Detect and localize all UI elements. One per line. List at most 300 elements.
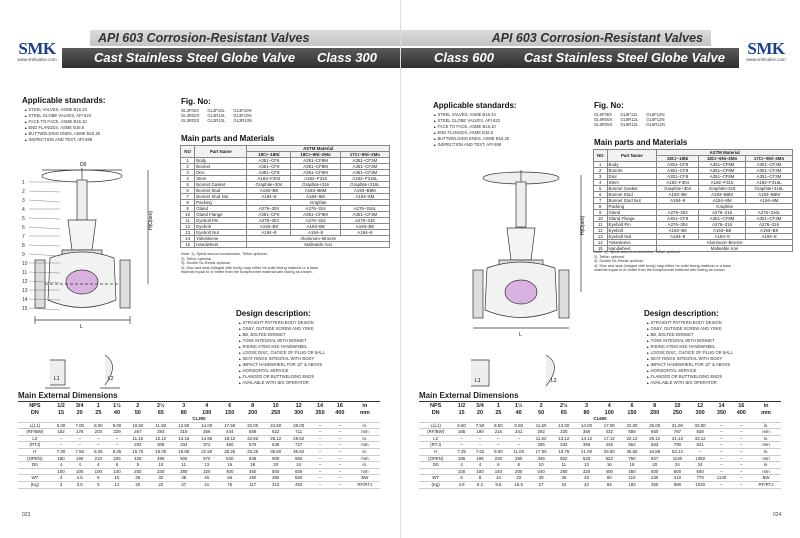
- table-row: [18, 422, 380, 429]
- dim-cell: 31.12: [666, 435, 689, 442]
- dim-cell: in.: [751, 462, 781, 469]
- material: A351–CF8: [247, 212, 291, 218]
- logo-url: www.smkvalve.com: [746, 57, 786, 62]
- dim-cell: 13: [575, 462, 598, 469]
- dim-cell: –: [712, 448, 732, 455]
- material: A276–316: [699, 210, 746, 216]
- dim-cell: –: [732, 435, 752, 442]
- dim-cell: 21.00: [575, 448, 598, 455]
- part-name: Packing: [195, 200, 247, 206]
- dim-cell: 4: [70, 462, 89, 469]
- dim-cell: 400: [598, 468, 621, 475]
- part-callout: 7: [22, 234, 25, 240]
- part-name: Handwheel: [195, 242, 247, 248]
- dim-cell: –: [489, 435, 507, 442]
- dim-cell: 17.12: [598, 435, 621, 442]
- dim-cell: 559: [621, 429, 644, 436]
- material: A351–CF3M: [340, 212, 389, 218]
- dim-cell: 450: [621, 468, 644, 475]
- dim-cell: 240: [149, 468, 172, 475]
- dim-cell: 500: [264, 468, 287, 475]
- material: Graphite+316L: [746, 186, 793, 192]
- material: A351–CF8: [247, 170, 291, 176]
- dim-cell: 11.62: [530, 435, 553, 442]
- material: A351–CF3M: [340, 164, 389, 170]
- material: A194–8M: [291, 194, 340, 200]
- dim-cell: 435: [598, 442, 621, 449]
- part-no: 15: [594, 246, 608, 252]
- callout-line: [29, 218, 60, 219]
- dim-cell: 308: [149, 442, 172, 449]
- dn-value: 15: [458, 409, 465, 416]
- dim-cell: 13.12: [552, 435, 575, 442]
- part-no: 6: [594, 192, 608, 198]
- dim-cell: 15: [108, 475, 127, 482]
- dn-value: 350: [315, 409, 325, 416]
- design-item: ▲ YOKE INTEGRAL WITH BONNET: [238, 338, 325, 344]
- dim-cell: –: [310, 462, 330, 469]
- dim-cell: 84: [598, 481, 621, 488]
- class-label: CL600: [419, 416, 781, 422]
- dim-cell: 8.25: [89, 448, 108, 455]
- table-row: [419, 475, 781, 482]
- design-item: ▲ SEAT RINGS INTEGRAL WITH BODY: [646, 356, 733, 362]
- dim-cell: 12.12: [149, 435, 172, 442]
- material: A276–316: [746, 222, 793, 228]
- fig-number: GL3F10N: [233, 108, 252, 113]
- nps-value: 8: [653, 403, 657, 409]
- nps-value: 16: [336, 403, 343, 409]
- part-name: Handwheel: [607, 246, 657, 252]
- dim-cell: –: [732, 422, 752, 429]
- dim-cell: 11.50: [530, 422, 553, 429]
- material: A193–B8: [291, 224, 340, 230]
- note-line: 2). Teflon optional.: [594, 254, 625, 259]
- part-callout: 13: [22, 288, 28, 294]
- material: A193–B8: [247, 188, 291, 194]
- material: A351–CF8M: [291, 158, 340, 164]
- dim-cell: –: [310, 468, 330, 475]
- dim-cell: 280: [172, 468, 195, 475]
- material: A276–316: [699, 222, 746, 228]
- dim-cell: RF/RTJ: [350, 481, 380, 488]
- material: A351–CF8: [247, 164, 291, 170]
- dim-cell: 28.62: [287, 435, 310, 442]
- dim-cell: in.: [350, 435, 380, 442]
- part-no: 1: [594, 162, 608, 168]
- dim-cell: 280: [552, 468, 575, 475]
- material: A351–CF3M: [746, 168, 793, 174]
- dim-cell: 1350: [689, 455, 712, 462]
- dim-cell: 34: [552, 481, 575, 488]
- dim-cell: 330: [552, 429, 575, 436]
- material: A194–8: [291, 230, 340, 236]
- dim-cell: –: [310, 481, 330, 488]
- logo-text: SMK: [18, 39, 56, 58]
- nps-value: 14: [718, 403, 725, 409]
- dim-cell: 432: [598, 429, 621, 436]
- nps-value: 3: [182, 403, 186, 409]
- dim-cell: 230: [643, 475, 666, 482]
- part-name: Bonnet Gasket: [607, 186, 657, 192]
- part-no: 14: [181, 236, 195, 242]
- dim-cell: 241: [508, 429, 530, 436]
- dim-cell: 9.50: [508, 422, 530, 429]
- part-callout: 12: [22, 279, 28, 285]
- part-name: Disc: [607, 174, 657, 180]
- material: A182–F304: [657, 180, 699, 186]
- fig-number: GL3R02X: [181, 113, 200, 118]
- nps-value: 10: [272, 403, 279, 409]
- material: A182–F316L: [746, 180, 793, 186]
- fig-number: GL6R05X: [594, 122, 613, 127]
- part-name: Bonnet Stud: [607, 192, 657, 198]
- dim-cell: 18.12: [218, 435, 241, 442]
- material: A351–CF8: [657, 216, 699, 222]
- material: A351–CF8: [657, 174, 699, 180]
- dim-cell: 27: [172, 481, 195, 488]
- material: A194–8M: [340, 194, 389, 200]
- dim-cell: –: [489, 442, 507, 449]
- dn-value: 100: [202, 409, 212, 416]
- dim-cell: 380: [264, 475, 287, 482]
- standard-item: ▲ FACE TO FACE, ASME B16.10: [24, 119, 100, 125]
- fig-number: GL6F05X: [594, 112, 612, 117]
- part-no: 13: [181, 230, 195, 236]
- dim-cell: mm: [350, 442, 380, 449]
- dn-value: 20: [76, 409, 83, 416]
- unit-mm: mm: [761, 409, 771, 416]
- dim-cell: 31.00: [666, 422, 689, 429]
- logo-url: www.smkvalve.com: [17, 57, 57, 62]
- dim-cell: WT: [419, 475, 452, 482]
- product-subtitle: [401, 48, 739, 68]
- dim-cell: (RTJ): [18, 442, 52, 449]
- material: A276–316L: [340, 206, 389, 212]
- dim-cell: 7.62: [471, 448, 489, 455]
- dim-cell: 25.25: [218, 448, 241, 455]
- part-no: 3: [594, 174, 608, 180]
- dim-cell: –: [712, 435, 732, 442]
- dim-cell: 4: [452, 462, 470, 469]
- table-row: [18, 429, 380, 436]
- dim-cell: L(L1): [18, 422, 52, 429]
- dim-cell: –: [732, 429, 752, 436]
- design-item: ▲ OS&Y, OUTSIDE SCREW AND YOKE: [646, 326, 733, 332]
- dim-cell: 180: [52, 455, 71, 462]
- fig-title: Fig. No:: [181, 97, 211, 106]
- design-item: ▲ AVAILABLE WITH BIG OPERATOR: [238, 380, 325, 386]
- grade-header: 18Cr–18Ni: [247, 152, 291, 158]
- design-list: [646, 320, 733, 386]
- dim-cell: 20: [264, 462, 287, 469]
- dim-cell: 16.75: [126, 448, 149, 455]
- dim-cell: –: [330, 448, 350, 455]
- fig-number: GL3R10N: [233, 118, 252, 123]
- parts-notes: [181, 252, 366, 275]
- nps-value: 3/4: [476, 403, 484, 409]
- dim-cell: 600: [287, 468, 310, 475]
- dim-cell: 195: [471, 455, 489, 462]
- valve-drawing: [451, 150, 591, 390]
- dim-cell: 927: [643, 455, 666, 462]
- part-no: 11: [181, 218, 195, 224]
- dim-cell: 562: [621, 442, 644, 449]
- dim-cell: 32: [149, 475, 172, 482]
- col-astm: ASTM Material: [247, 146, 390, 152]
- dim-cell: in.: [751, 422, 781, 429]
- note-line: 4). Disc and seat (integral with body) may either be solid facing material or a base: [594, 263, 732, 268]
- material: Aluminum–Bronze: [247, 236, 390, 242]
- dim-cell: 14.00: [575, 422, 598, 429]
- dim-cell: –: [732, 468, 752, 475]
- dim-cell: 7.50: [471, 422, 489, 429]
- dim-cell: –: [310, 442, 330, 449]
- nps-value: 12: [697, 403, 704, 409]
- dim-cell: 14.12: [575, 435, 598, 442]
- dn-value: 100: [604, 409, 614, 416]
- material: A182–F316L: [340, 176, 389, 182]
- dim-cell: –: [330, 442, 350, 449]
- unit-in: in: [763, 403, 769, 409]
- design-item: ▲ RISING STEM AND HANDWHEEL: [646, 344, 733, 350]
- dim-cell: 11.15: [126, 435, 149, 442]
- design-item: ▲ YOKE INTEGRAL WITH BONNET: [646, 338, 733, 344]
- material: A276–304: [247, 218, 291, 224]
- dim-cell: 6: [108, 462, 127, 469]
- col-no: NO: [181, 146, 195, 158]
- material: A276–304: [657, 222, 699, 228]
- part-no: 7: [181, 194, 195, 200]
- material: A193–B8: [699, 228, 746, 234]
- dim-cell: 25.50: [598, 448, 621, 455]
- dim-cell: 410: [666, 475, 689, 482]
- dim-cell: D0: [419, 462, 452, 469]
- dim-cell: 4.5: [70, 475, 89, 482]
- table-row: [419, 481, 781, 488]
- table-row: [18, 435, 380, 442]
- dim-cell: –: [108, 435, 127, 442]
- logo-text: SMK: [747, 39, 785, 58]
- dims-title: Main External Dimensions: [18, 391, 118, 400]
- dim-cell: mm: [751, 429, 781, 436]
- dim-cell: 550: [287, 475, 310, 482]
- dn-value: 40: [113, 409, 121, 416]
- class-label: Class 600: [434, 50, 494, 65]
- fig-numbers: [181, 108, 252, 123]
- dim-cell: 23: [508, 475, 530, 482]
- dim-cell: –: [508, 442, 530, 449]
- dim-cell: 14.00: [195, 422, 218, 429]
- dim-cell: 318: [172, 429, 195, 436]
- part-name: Bonnet Stud Nut: [195, 194, 247, 200]
- fig-numbers: [594, 112, 665, 127]
- nps-value: 2½: [156, 403, 165, 409]
- table-row: [18, 475, 380, 482]
- dn-value: 150: [225, 409, 235, 416]
- dim-cell: 8.25: [108, 448, 127, 455]
- h-label: H(Open): [580, 215, 586, 235]
- dims-rule: [419, 401, 781, 402]
- dim-cell: H: [419, 448, 452, 455]
- dim-cell: –: [52, 435, 71, 442]
- part-name: Gland Flange: [195, 212, 247, 218]
- dim-cell: –: [330, 468, 350, 475]
- dim-cell: 14: [489, 475, 507, 482]
- dim-cell: 6.2: [471, 481, 489, 488]
- dn-label: DN: [30, 409, 39, 416]
- part-callout: 14: [22, 297, 28, 303]
- dim-cell: 10: [530, 462, 553, 469]
- material: Graphite+304: [247, 182, 291, 188]
- subtitle-text: Cast Stainless Steel Globe Valve: [94, 50, 296, 65]
- dim-cell: 165: [452, 429, 470, 436]
- dim-cell: 460: [218, 442, 241, 449]
- design-item: ▲ FLANGED OR BUTTWELDING ENDS: [238, 374, 325, 380]
- nps-value: 1½: [514, 403, 523, 409]
- dim-cell: –: [70, 442, 89, 449]
- material: A193–B8M: [746, 192, 793, 198]
- dim-cell: 444: [218, 429, 241, 436]
- dim-cell: 9.00: [489, 448, 507, 455]
- dim-cell: 356: [575, 429, 598, 436]
- dim-cell: 4: [52, 475, 71, 482]
- material: A351–CF8: [657, 162, 699, 168]
- part-no: 4: [594, 180, 608, 186]
- nps-value: 10: [674, 403, 681, 409]
- material: A351–CF8M: [699, 216, 746, 222]
- part-name: Eyebolt: [195, 224, 247, 230]
- note-line: 3). Ductile Ni–Resist optional.: [181, 261, 231, 266]
- dim-cell: 640: [218, 455, 241, 462]
- unit-mm: mm: [359, 409, 370, 416]
- dim-cell: –: [330, 435, 350, 442]
- design-item: ▲ SEAT RINGS INTEGRAL WITH BODY: [238, 356, 325, 362]
- dim-cell: 33.25: [241, 448, 264, 455]
- part-no: 15: [181, 242, 195, 248]
- dim-cell: 359: [575, 442, 598, 449]
- material: A276–316: [291, 218, 340, 224]
- dim-cell: 334: [172, 442, 195, 449]
- dim-cell: 727: [287, 442, 310, 449]
- d0-label: D0: [80, 162, 87, 168]
- class-label: Class 300: [317, 50, 377, 65]
- dim-cell: –: [330, 455, 350, 462]
- part-name: Gland: [195, 206, 247, 212]
- parts-notes: [594, 250, 779, 273]
- material: A182–F316: [699, 180, 746, 186]
- dim-cell: 787: [666, 429, 689, 436]
- dim-cell: 6.50: [452, 422, 470, 429]
- dim-cell: H: [18, 448, 52, 455]
- dn-value: 20: [476, 409, 484, 416]
- dim-cell: –: [732, 462, 752, 469]
- dim-cell: 22.50: [195, 448, 218, 455]
- material: A194–8: [699, 234, 746, 240]
- dim-cell: 11: [172, 462, 195, 469]
- material: A351–CF3M: [746, 162, 793, 168]
- material: A194–8M: [699, 198, 746, 204]
- table-row: [419, 455, 781, 462]
- dim-cell: 210: [89, 455, 108, 462]
- dim-cell: 140: [489, 468, 507, 475]
- part-no: 7: [594, 198, 608, 204]
- part-callout: 3: [22, 198, 25, 204]
- dim-cell: –: [471, 435, 489, 442]
- dim-cell: L2: [419, 435, 452, 442]
- standard-item: ▲ END FLANGES, ASME B16.5: [433, 130, 509, 136]
- nps-value: 4: [607, 403, 611, 409]
- dim-cell: 660: [643, 429, 666, 436]
- nps-value: 8: [251, 403, 255, 409]
- dim-cell: 292: [149, 429, 172, 436]
- fig-number: GL3R10L: [207, 118, 226, 123]
- dim-cell: 22.00: [621, 422, 644, 429]
- dim-cell: 838: [689, 429, 712, 436]
- dim-cell: –: [70, 435, 89, 442]
- material: A194–8: [746, 234, 793, 240]
- dim-cell: 110: [621, 475, 644, 482]
- standard-item: ▲ BUTTWELDING ENDS, ASME B16.25: [433, 136, 509, 142]
- part-callout: 8: [22, 243, 25, 249]
- material: A194–8: [247, 194, 291, 200]
- material: A351–CF3M: [746, 174, 793, 180]
- note-line: Note: 1). Spiral wound construction, Teflon optional.: [594, 250, 681, 254]
- dim-cell: –: [452, 442, 470, 449]
- part-no: 5: [594, 186, 608, 192]
- dim-cell: 190: [471, 429, 489, 436]
- dim-cell: 38: [172, 475, 195, 482]
- dim-cell: –: [712, 442, 732, 449]
- dim-cell: 18: [621, 462, 644, 469]
- dim-cell: 100: [452, 468, 470, 475]
- part-name: Eyebolt Nut: [607, 234, 657, 240]
- dim-cell: 230: [489, 455, 507, 462]
- dim-cell: –: [310, 422, 330, 429]
- part-no: 10: [594, 216, 608, 222]
- l-label: L: [80, 324, 83, 330]
- part-callout: 4: [22, 207, 25, 213]
- dim-cell: 100: [89, 468, 108, 475]
- standard-item: ▲ STEEL GLOBE VALVES, API 623: [24, 113, 100, 119]
- dim-cell: 44.88: [643, 448, 666, 455]
- material: Graphite+304: [657, 186, 699, 192]
- dim-cell: (RTJ): [419, 442, 452, 449]
- dim-cell: 9.5: [489, 481, 507, 488]
- dn-value: 15: [57, 409, 65, 416]
- dim-cell: 711: [287, 429, 310, 436]
- dim-cell: 333: [552, 442, 575, 449]
- subtitle-text: Cast Stainless Steel Globe Valve: [523, 50, 725, 65]
- dim-cell: in.: [350, 462, 380, 469]
- dn-value: 200: [650, 409, 660, 416]
- dim-cell: 7.50: [70, 448, 89, 455]
- part-no: 3: [181, 170, 195, 176]
- dn-value: 40: [515, 409, 522, 416]
- dim-cell: 841: [689, 442, 712, 449]
- grade-header: 18Cr–9Ni–2Mo: [291, 152, 340, 158]
- table-row: [419, 422, 781, 429]
- nps-value: 1: [96, 403, 100, 409]
- dn-value: 300: [294, 409, 304, 416]
- design-item: ▲ STRAIGHT PATTERN BODY DESIGN: [238, 320, 325, 326]
- dim-cell: 622: [598, 455, 621, 462]
- dn-value: 400: [736, 409, 746, 416]
- part-name: Gland: [607, 210, 657, 216]
- dim-cell: 320: [195, 468, 218, 475]
- dim-cell: 17.50: [530, 448, 553, 455]
- dim-cell: 8.00: [89, 422, 108, 429]
